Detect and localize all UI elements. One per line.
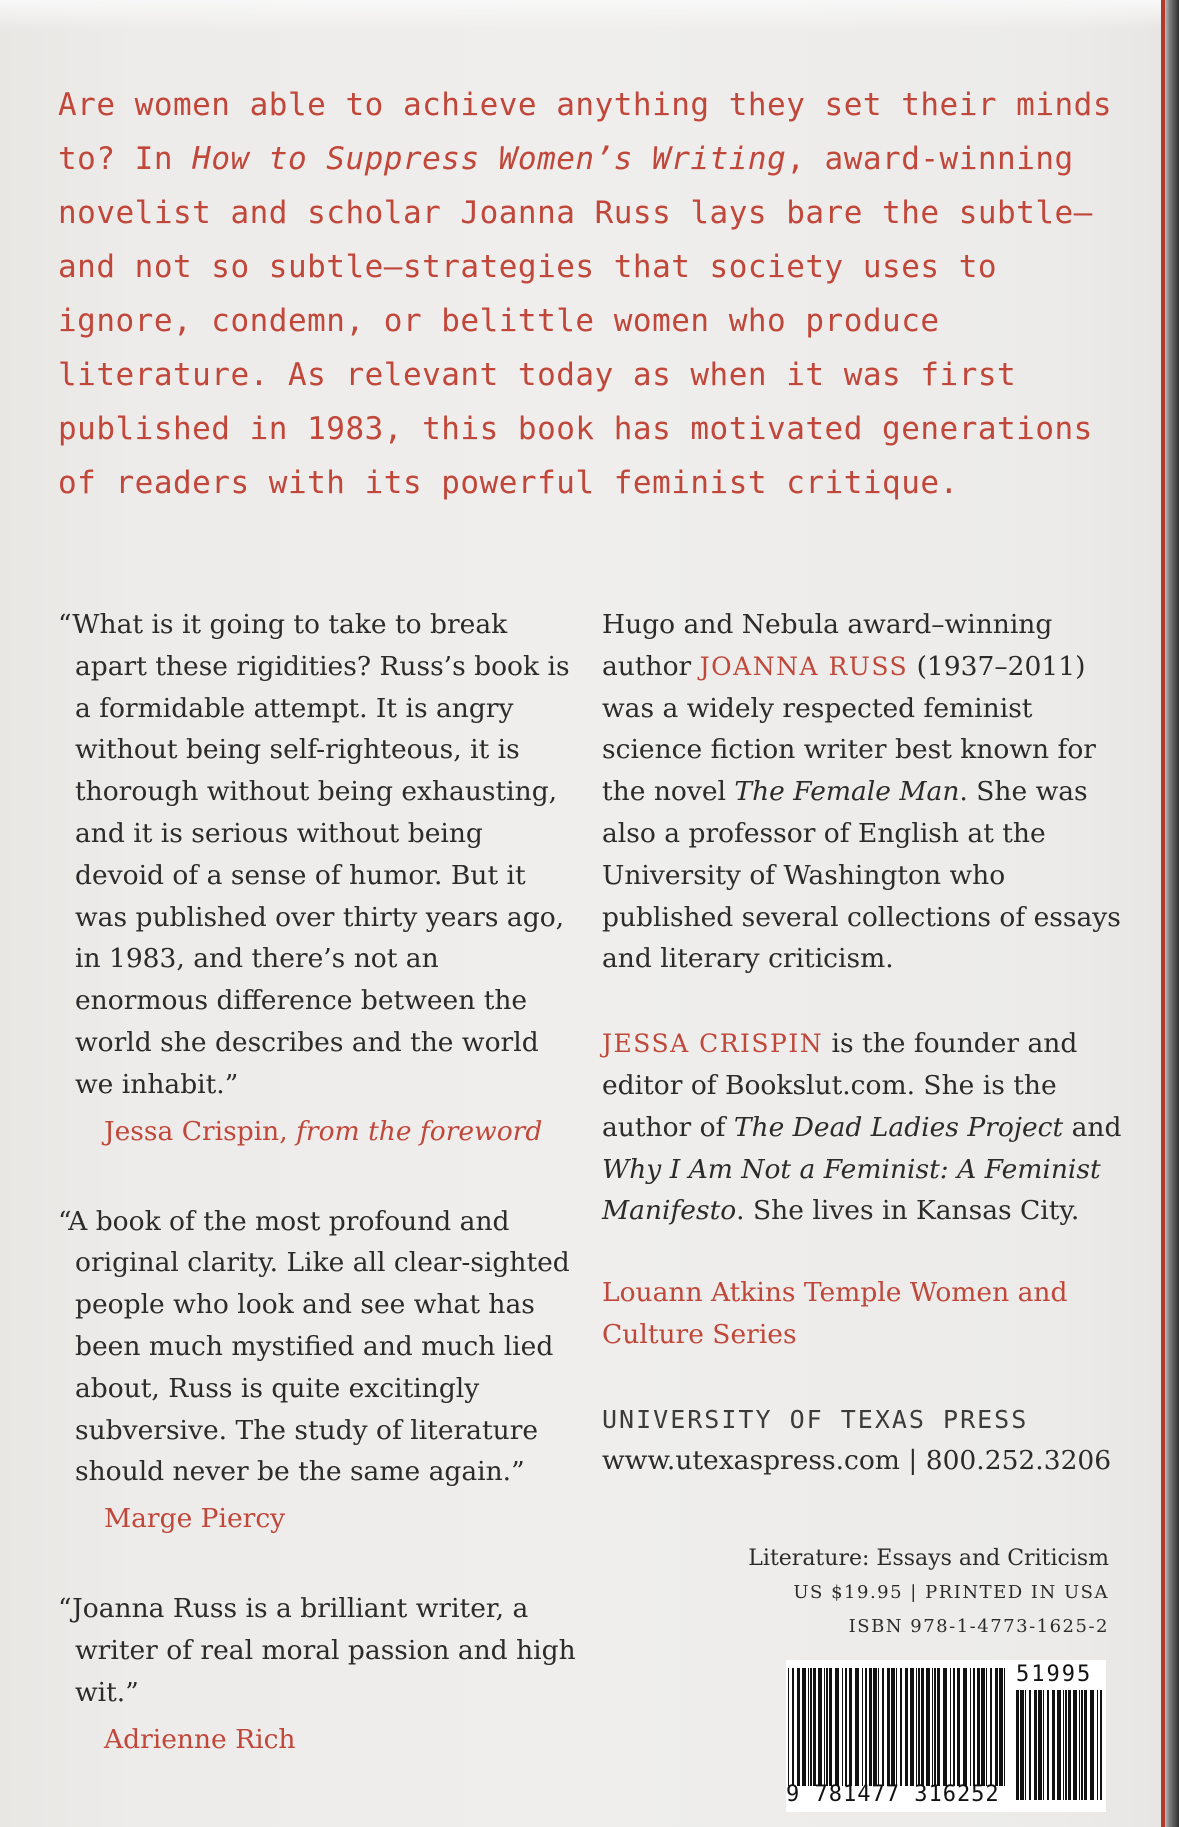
review-attribution-1 [104,1112,578,1152]
blurb-book-title: How to Suppress Women’s Writing [192,141,787,177]
barcode-bar [896,1668,897,1786]
barcode-bar [813,1668,816,1786]
barcode-bar [878,1668,879,1786]
barcode [786,1660,1106,1812]
barcode-bar [918,1668,920,1786]
barcode-bar [937,1668,940,1786]
barcode-bar [1004,1668,1005,1786]
series-name: Louann Atkins Temple Women and Culture Series [602,1277,1068,1350]
barcode-bar [788,1668,789,1786]
barcode-bar [882,1668,884,1786]
barcode-bar [1084,1690,1087,1800]
barcode-bar [869,1668,872,1786]
barcode-bar [973,1668,975,1786]
barcode-bar [826,1668,828,1786]
bio-crispin-name: JESSA CRISPIN [602,1029,824,1059]
barcode-bar [829,1668,832,1786]
bio-russ-book: The Female Man [734,776,960,808]
barcode-bar [1016,1690,1019,1800]
blurb-part-1: Are women able to achieve anything they set their minds to? In [58,87,1112,177]
review-quote-2: “A book of the most profound and original clarity. Like all clear-sighted people who look and see what has been much mystified and much lied about, Russ is quite excitingly subversive. The study of literature should never be the same again.” [58,1205,570,1488]
bio-crispin-and: and [1063,1111,1122,1143]
barcode-bar [934,1668,936,1786]
barcode-bar [887,1668,890,1786]
barcode-bar [1100,1690,1102,1800]
bio-crispin-book-2: Why I Am Not a Feminist: A Feminist Manifesto [602,1153,1101,1227]
barcode-bar [797,1668,800,1786]
barcode-bar [953,1668,955,1786]
bio-crispin-mid: is the founder and editor of Bookslut.com. She is the author of [602,1028,1078,1143]
barcode-bar [900,1668,902,1786]
barcode-bar [865,1668,867,1786]
bio-russ-post: . She was also a professor of English at the University of Washington who published several collections of essays and literary criticism. [602,776,1121,975]
barcode-bar [792,1668,794,1786]
barcode-bar [1063,1690,1064,1800]
barcode-bar [999,1668,1003,1786]
barcode-bar [849,1668,852,1786]
barcode-bar [1052,1690,1055,1800]
review-source-1: from the foreword [296,1115,543,1147]
book-metadata [689,1542,1109,1644]
barcode-bar [981,1668,985,1786]
barcode-bar [905,1668,908,1786]
barcode-bar [910,1668,914,1786]
bio-russ-name: JOANNA RUSS [699,651,909,681]
barcode-bar [802,1668,806,1786]
barcode-addon-digits: 51995 [1016,1662,1093,1687]
barcode-bar [1034,1690,1037,1800]
barcode-bar [818,1668,822,1786]
barcode-bar [808,1668,809,1786]
barcode-bar [1068,1690,1071,1800]
barcode-bar [1081,1690,1083,1800]
barcode-bar [950,1668,951,1786]
price-line: US $19.95 | PRINTED IN USA [793,1582,1109,1603]
barcode-bar [855,1668,859,1786]
barcode-bar [970,1668,971,1786]
barcode-bar [963,1668,967,1786]
barcode-bar [1057,1690,1061,1800]
barcode-bar [891,1668,895,1786]
barcode-bar [842,1668,843,1786]
blurb-part-2: , award-winning novelist and scholar Joanna Russ lays bare the subtle—and not so subtle—strategies that society uses to ignore, condemn, or belittle women who produce literature. As relevant today as when it was first published in 1983, this book has motivated generations of readers with its powerful feminist critique. [58,141,1093,501]
bio-crispin-post: . She lives in Kansas City. [736,1195,1080,1227]
isbn-label: ISBN 978-1-4773-1625-2 [848,1616,1109,1637]
barcode-bar [862,1668,863,1786]
barcode-bar [810,1668,812,1786]
barcode-bar [1047,1690,1049,1800]
publisher-name: UNIVERSITY OF TEXAS PRESS [602,1404,1029,1434]
barcode-bar [957,1668,960,1786]
spacer [58,1152,578,1201]
barcode-digits: 9 781477 316252 [786,1782,1000,1807]
barcode-bar [1020,1690,1024,1800]
barcode-bar [977,1668,980,1786]
publisher-contact: www.utexaspress.com | 800.252.3206 [602,1444,1112,1476]
review-quote-3: “Joanna Russ is a brilliant writer, a writer of real moral passion and high wit.” [58,1593,576,1708]
barcode-bar [932,1668,933,1786]
author-bio-column [602,604,1122,1482]
review-attribution-2: Marge Piercy [104,1503,286,1535]
bio-jessa-crispin [602,1023,1122,1232]
barcode-bar [1097,1690,1098,1800]
barcode-bar [824,1668,825,1786]
blurb-text [58,78,1138,510]
barcode-bars-icon [786,1668,1008,1786]
category-label: Literature: Essays and Criticism [748,1546,1109,1571]
bio-crispin-book-1: The Dead Ladies Project [733,1111,1064,1143]
bio-joanna-russ [602,604,1122,980]
review-author-1: Jessa Crispin, [104,1115,288,1147]
barcode-bar [845,1668,847,1786]
barcode-bar [943,1668,947,1786]
spacer [58,1539,578,1588]
barcode-bar [1043,1690,1044,1800]
top-edge-highlight [0,0,1179,30]
barcode-bar [1065,1690,1067,1800]
barcode-bar [995,1668,998,1786]
barcode-addon-bars-icon [1014,1690,1106,1800]
barcode-bar [1073,1690,1077,1800]
barcode-bar [921,1668,924,1786]
barcode-bar [916,1668,917,1786]
barcode-bar [1079,1690,1080,1800]
barcode-bar [986,1668,987,1786]
barcode-bar [835,1668,839,1786]
barcode-bar [926,1668,930,1786]
barcode-bar [873,1668,877,1786]
bio-russ-pre: Hugo and Nebula award–winning author [602,609,1053,682]
review-attribution-3: Adrienne Rich [104,1723,296,1755]
barcode-bar [990,1668,992,1786]
bio-russ-mid: (1937–2011) was a widely respected feminist science fiction writer best known for the novel [602,650,1096,808]
barcode-bar [1025,1690,1026,1800]
spine-edge [1165,0,1179,1827]
spacer [602,980,1122,1023]
barcode-bar [1029,1690,1031,1800]
review-quote-1: “What is it going to take to break apart these rigidities? Russ’s book is a formidable attempt. It is angry without being self-righteous, it is thorough without being exhausting, and it is serious without being devoid of a sense of humor. But it was published over thirty years ago, in 1983, and there’s not an enormous difference between the world she describes and the world we inhabit.” [58,609,570,1100]
reviews-column [58,604,578,1760]
barcode-bar [1038,1690,1042,1800]
barcode-bar [1090,1690,1094,1800]
